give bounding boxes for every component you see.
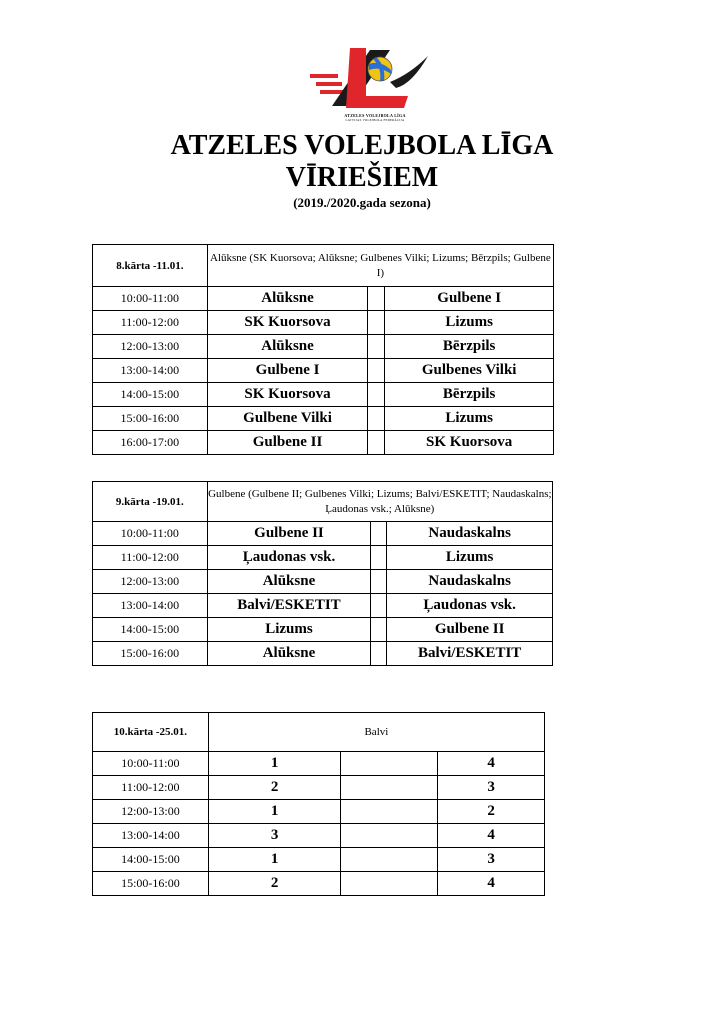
league-logo [300, 44, 450, 120]
match-time: 15:00-16:00 [93, 407, 208, 431]
home-team: Gulbene II [207, 431, 368, 455]
match-row [93, 335, 554, 359]
match-time: 11:00-12:00 [93, 546, 208, 570]
separator-cell [371, 570, 387, 594]
separator-cell [371, 618, 387, 642]
away-team: Lizums [385, 311, 554, 335]
match-row [93, 776, 545, 800]
home-team: Alūksne [207, 570, 371, 594]
match-row [93, 546, 553, 570]
match-time: 14:00-15:00 [93, 618, 208, 642]
away-team: Bērzpils [385, 383, 554, 407]
away-slot: 4 [438, 872, 545, 896]
home-slot: 3 [208, 824, 341, 848]
match-row [93, 872, 545, 896]
home-team: Gulbene I [207, 359, 368, 383]
separator-cell [341, 872, 438, 896]
logo-caption: ATZELES VOLEJBOLA LĪGA [344, 113, 406, 118]
match-row [93, 431, 554, 455]
match-time: 10:00-11:00 [93, 522, 208, 546]
away-slot: 2 [438, 800, 545, 824]
round-header-row [93, 245, 554, 287]
away-team: SK Kuorsova [385, 431, 554, 455]
round-9-table [92, 481, 553, 666]
separator-cell [341, 776, 438, 800]
match-time: 13:00-14:00 [93, 824, 209, 848]
separator-cell [368, 407, 385, 431]
separator-cell [371, 522, 387, 546]
match-time: 10:00-11:00 [93, 287, 208, 311]
home-team: Alūksne [207, 287, 368, 311]
away-team: Gulbene II [387, 618, 553, 642]
home-slot: 1 [208, 752, 341, 776]
season-label: (2019./2020.gada sezona) [293, 195, 431, 210]
match-time: 14:00-15:00 [93, 848, 209, 872]
away-slot: 4 [438, 824, 545, 848]
page-title: ATZELES VOLEJBOLA LĪGA [170, 130, 554, 161]
separator-cell [368, 431, 385, 455]
match-time: 14:00-15:00 [93, 383, 208, 407]
separator-cell [368, 287, 385, 311]
match-row [93, 800, 545, 824]
away-team: Bērzpils [385, 335, 554, 359]
separator-cell [368, 311, 385, 335]
logo-mark [300, 44, 450, 114]
match-row [93, 522, 553, 546]
away-team: Gulbenes Vilki [385, 359, 554, 383]
match-time: 12:00-13:00 [93, 335, 208, 359]
match-row [93, 752, 545, 776]
match-time: 12:00-13:00 [93, 800, 209, 824]
separator-cell [341, 800, 438, 824]
match-row [93, 848, 545, 872]
away-team: Lizums [385, 407, 554, 431]
home-team: Alūksne [207, 642, 371, 666]
round-header-row [93, 713, 545, 752]
separator-cell [341, 752, 438, 776]
away-slot: 3 [438, 776, 545, 800]
separator-cell [341, 848, 438, 872]
home-team: Lizums [207, 618, 371, 642]
logo-subcaption: LATVIJAS VOLEJBOLA FEDERĀCIJA [345, 118, 405, 122]
round-location: Gulbene (Gulbene II; Gulbenes Vilki; Lizums; Balvi/ESKETIT; Naudaskalns; Ļaudonas vsk.; Alūksne) [207, 482, 552, 522]
match-row [93, 407, 554, 431]
match-row [93, 618, 553, 642]
home-team: Alūksne [207, 335, 368, 359]
match-time: 11:00-12:00 [93, 311, 208, 335]
round-label: 8.kārta -11.01. [93, 245, 208, 287]
home-team: SK Kuorsova [207, 383, 368, 407]
home-team: Balvi/ESKETIT [207, 594, 371, 618]
away-team: Gulbene I [385, 287, 554, 311]
away-slot: 3 [438, 848, 545, 872]
match-time: 15:00-16:00 [93, 642, 208, 666]
separator-cell [371, 546, 387, 570]
match-time: 11:00-12:00 [93, 776, 209, 800]
separator-cell [368, 359, 385, 383]
home-team: SK Kuorsova [207, 311, 368, 335]
match-row [93, 287, 554, 311]
match-time: 15:00-16:00 [93, 872, 209, 896]
separator-cell [371, 594, 387, 618]
match-row [93, 311, 554, 335]
round-header-row [93, 482, 553, 522]
round-label: 9.kārta -19.01. [93, 482, 208, 522]
away-team: Ļaudonas vsk. [387, 594, 553, 618]
match-row [93, 383, 554, 407]
away-team: Balvi/ESKETIT [387, 642, 553, 666]
page-subtitle: VĪRIEŠIEM [285, 162, 439, 193]
separator-cell [368, 335, 385, 359]
round-label: 10.kārta -25.01. [93, 713, 209, 752]
match-row [93, 570, 553, 594]
separator-cell [368, 383, 385, 407]
match-time: 13:00-14:00 [93, 359, 208, 383]
separator-cell [371, 642, 387, 666]
match-row [93, 642, 553, 666]
match-time: 12:00-13:00 [93, 570, 208, 594]
match-row [93, 594, 553, 618]
match-row [93, 824, 545, 848]
round-location: Balvi [208, 713, 544, 752]
home-team: Gulbene II [207, 522, 371, 546]
home-slot: 1 [208, 800, 341, 824]
home-slot: 2 [208, 776, 341, 800]
round-10-table [92, 712, 545, 896]
away-team: Naudaskalns [387, 570, 553, 594]
home-slot: 2 [208, 872, 341, 896]
match-time: 10:00-11:00 [93, 752, 209, 776]
round-location: Alūksne (SK Kuorsova; Alūksne; Gulbenes Vilki; Lizums; Bērzpils; Gulbene I) [207, 245, 553, 287]
away-slot: 4 [438, 752, 545, 776]
match-row [93, 359, 554, 383]
match-time: 16:00-17:00 [93, 431, 208, 455]
away-team: Naudaskalns [387, 522, 553, 546]
separator-cell [341, 824, 438, 848]
round-8-table [92, 244, 554, 455]
home-slot: 1 [208, 848, 341, 872]
home-team: Ļaudonas vsk. [207, 546, 371, 570]
away-team: Lizums [387, 546, 553, 570]
match-time: 13:00-14:00 [93, 594, 208, 618]
home-team: Gulbene Vilki [207, 407, 368, 431]
